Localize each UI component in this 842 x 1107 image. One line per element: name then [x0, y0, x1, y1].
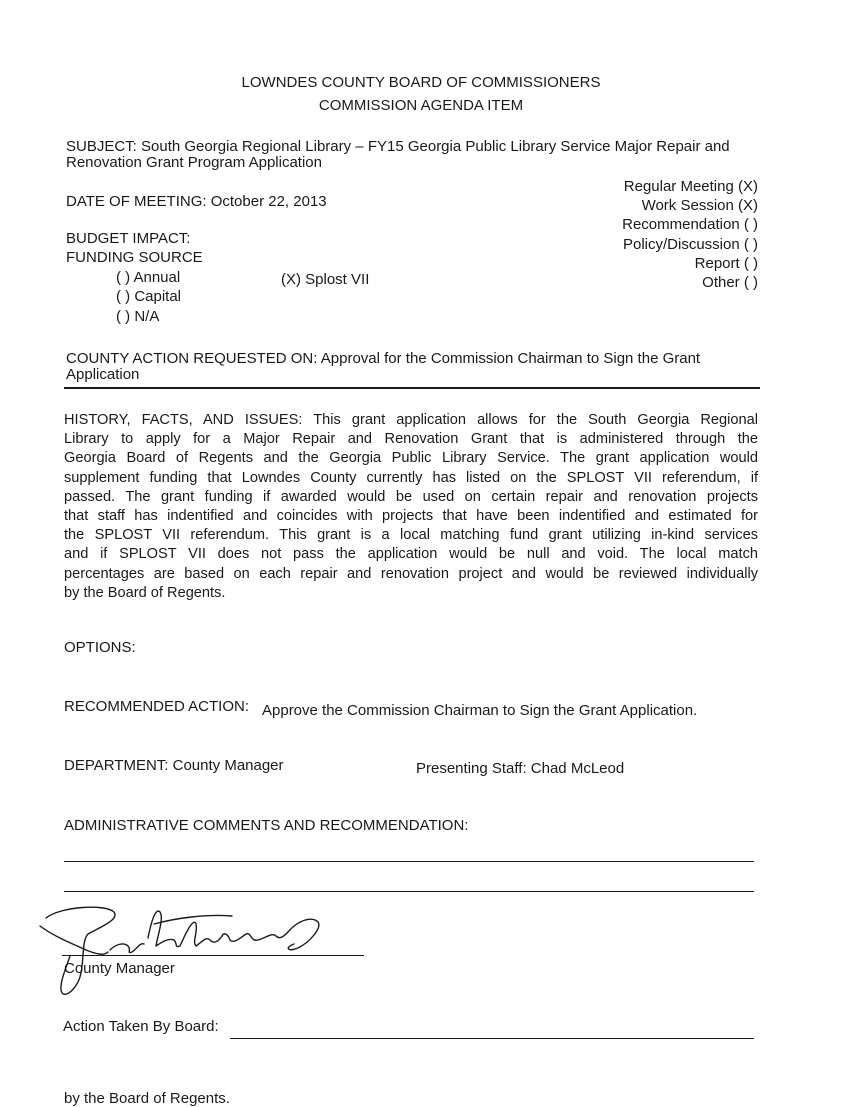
presenting-staff: Presenting Staff: Chad McLeod: [416, 760, 625, 777]
handwritten-signature: [36, 898, 336, 1008]
history-line: that staff has indentified and coincides with projects that have been indentified and estimated for: [64, 508, 758, 525]
board-action-line: [230, 1038, 754, 1039]
history-line: by the Board of Regents.: [64, 584, 226, 601]
department: DEPARTMENT: County Manager: [64, 757, 284, 774]
budget-impact-label: BUDGET IMPACT:: [66, 230, 191, 247]
history-line: Georgia Board of Regents and the Georgia Public Library Service. The grant application would: [64, 450, 758, 467]
action-requested-line-2: Application: [66, 366, 140, 383]
history-line: the SPLOST VII referendum. This grant is a local matching fund grant utilizing in-kind services: [64, 527, 758, 544]
funding-splost: (X) Splost VII: [281, 271, 370, 288]
date-of-meeting: DATE OF MEETING: October 22, 2013: [66, 193, 327, 210]
history-line: passed. The grant funding if awarded would be used on certain repair and renovation projects: [64, 488, 758, 505]
history-line: supplement funding that Lowndes County currently has listed on the SPLOST VII referendum, if: [64, 469, 758, 486]
history-line: percentages are based on each repair and renovation project and would be reviewed individually: [64, 565, 758, 582]
funding-source-label: FUNDING SOURCE: [66, 249, 203, 266]
recommended-action-label: RECOMMENDED ACTION:: [64, 698, 250, 715]
county-manager-label: County Manager: [64, 960, 175, 977]
history-line: and if SPLOST VII does not pass the application would be null and void. The local match: [64, 546, 758, 563]
meeting-type-recommendation: Recommendation ( ): [622, 216, 758, 233]
action-requested-line-1: COUNTY ACTION REQUESTED ON: Approval for the Commission Chairman to Sign the Grant: [66, 350, 701, 367]
history-facts-issues: [64, 411, 758, 603]
meeting-type-regular: Regular Meeting (X): [623, 178, 758, 195]
admin-comments-line-2: [64, 891, 754, 892]
footer-fragment: by the Board of Regents.: [64, 1090, 230, 1107]
meeting-type-report: Report ( ): [694, 255, 758, 272]
funding-na: ( ) N/A: [116, 308, 160, 325]
subject-line-1: SUBJECT: South Georgia Regional Library – FY15 Georgia Public Library Service Major Repair and: [66, 138, 730, 155]
funding-capital: ( ) Capital: [116, 288, 182, 305]
admin-comments-label: ADMINISTRATIVE COMMENTS AND RECOMMENDATION:: [64, 817, 469, 834]
options-label: OPTIONS:: [64, 639, 136, 656]
meeting-type-policy: Policy/Discussion ( ): [622, 236, 758, 253]
meeting-type-work-session: Work Session (X): [641, 197, 758, 214]
org-title: LOWNDES COUNTY BOARD OF COMMISSIONERS: [241, 74, 601, 91]
subject-line-2: Renovation Grant Program Application: [66, 154, 322, 171]
history-line: Library to apply for a Major Repair and Renovation Grant that is administered through the: [64, 431, 758, 448]
admin-comments-line-1: [64, 861, 754, 862]
section-divider: [64, 387, 760, 389]
funding-annual: ( ) Annual: [116, 269, 181, 286]
meeting-type-other: Other ( ): [702, 274, 758, 291]
board-action-label: Action Taken By Board:: [63, 1018, 219, 1035]
history-line: HISTORY, FACTS, AND ISSUES: This grant application allows for the South Georgia Regional: [64, 412, 758, 428]
document-type: COMMISSION AGENDA ITEM: [318, 97, 524, 114]
recommended-action-text: Approve the Commission Chairman to Sign the Grant Application.: [262, 702, 698, 719]
